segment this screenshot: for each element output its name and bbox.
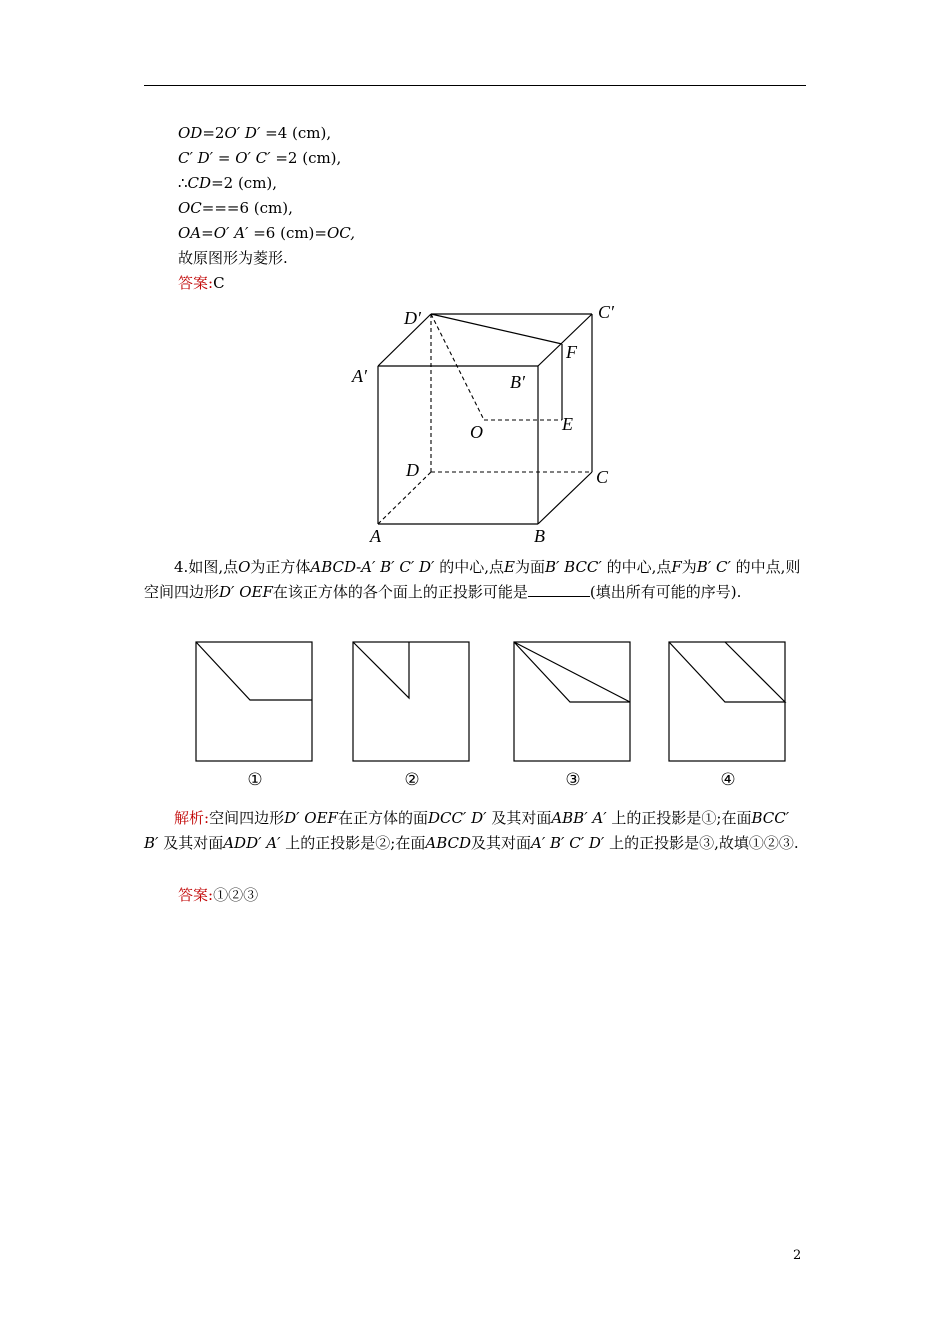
q-text: (填出所有可能的序号). [589,583,742,601]
answer-blank [528,582,590,597]
q-text: - [356,558,362,576]
solution-line-1 [178,123,331,143]
hidden-edge-A-D [378,472,431,524]
q-var: O [238,558,251,576]
page-number: 2 [793,1248,802,1263]
q-text: 的中心,点 [601,558,672,576]
label-Dprime: D′ [404,308,421,328]
expr: OC, [326,224,355,242]
label-Cprime: C′ [598,302,614,322]
a-var: ABB′ A′ [551,809,607,827]
expr: CD [187,174,212,192]
q-var: ABCD [310,558,357,576]
expr: O′ A′ [213,224,249,242]
analysis [144,806,806,856]
solution-line-3 [178,173,277,193]
a-var: D′ OEF [284,809,338,827]
q-var: B′ BCC′ [544,558,602,576]
label-O: O [470,422,483,442]
q-text: 为面 [514,558,545,576]
projection-figure-4 [668,641,788,763]
question-number: 4. [174,558,189,576]
expr: =2 (cm), [211,174,278,192]
question-4 [144,555,806,605]
conclusion-text: 故原图形为菱形. [178,249,288,267]
a-text: 及其对面 [158,834,224,852]
segment-Dprime-F [431,314,562,344]
projection-figure-3 [513,641,633,763]
answer-1 [178,273,225,293]
a-text: 及其对面 [486,809,552,827]
expr: ∴ [178,174,188,192]
a-text: 在正方体的面 [337,809,428,827]
solution-line-4 [178,198,293,218]
solution-line-2 [178,148,341,168]
q-text: 如图,点 [188,558,239,576]
projection-label-1: ① [247,770,263,790]
label-B: B [534,526,545,546]
segment-Dprime-O [431,314,484,420]
q-var: E [503,558,515,576]
label-E: E [562,414,573,434]
q-var: A′ B′ C′ D′ [361,558,435,576]
answer-value: ①②③ [213,886,259,904]
answer-label: 答案: [178,886,214,904]
solution-line-5 [178,223,355,243]
q-text: 为正方体 [250,558,311,576]
projection-label-4: ④ [720,770,736,790]
label-C: C [596,467,609,487]
a-var: DCC′ D′ [427,809,487,827]
expr: =6 (cm)= [248,224,327,242]
projection-label-3: ③ [565,770,581,790]
answer-value: C [213,274,225,292]
q-text: 的中心,点 [434,558,504,576]
label-D: D [406,460,419,480]
q-text: 的中点,则空间四边形 [144,558,801,601]
expr: = [213,149,236,167]
expr: OD [178,124,203,142]
expr: ==6 (cm), [214,199,293,217]
a-text: 上的正投影是②;在面 [280,834,426,852]
expr: = [201,224,214,242]
label-F: F [566,342,577,362]
a-text: 空间四边形 [209,809,285,827]
projection-label-2: ② [404,770,420,790]
edge-B-C [538,472,592,524]
expr: OC [178,199,202,217]
label-Bprime: B′ [510,372,525,392]
expr: O′ D′ [224,124,261,142]
projection-figure-2 [352,641,472,763]
a-var: A′ B′ C′ D′ [531,834,605,852]
projection-figure-1 [195,641,315,763]
q-var: D′ OEF [219,583,273,601]
a-var: BCC′ B′ [144,809,790,852]
expr: =2 [202,124,225,142]
a-text: 上的正投影是①;在面 [606,809,752,827]
q-var: F [671,558,682,576]
expr: OA [178,224,202,242]
label-Aprime: A′ [352,366,367,386]
label-A: A [370,526,381,546]
q-text: 为 [681,558,697,576]
q-var: B′ C′ [696,558,731,576]
cube-figure [340,298,630,550]
a-text: 上的正投影是③,故填①②③. [604,834,799,852]
expr: =4 (cm), [260,124,332,142]
header-rule [144,85,806,86]
q-text: 在该正方体的各个面上的正投影可能是 [272,583,528,601]
solution-conclusion [178,248,288,268]
analysis-label: 解析: [174,809,210,827]
expr: O′ C′ [235,149,271,167]
expr: C′ D′ [178,149,214,167]
a-text: 及其对面 [471,834,532,852]
answer-label: 答案: [178,274,214,292]
expr: =2 (cm), [270,149,342,167]
answer-2 [178,885,258,905]
a-var: ADD′ A′ [223,834,281,852]
a-var: ABCD [425,834,471,852]
expr: = [201,199,215,217]
